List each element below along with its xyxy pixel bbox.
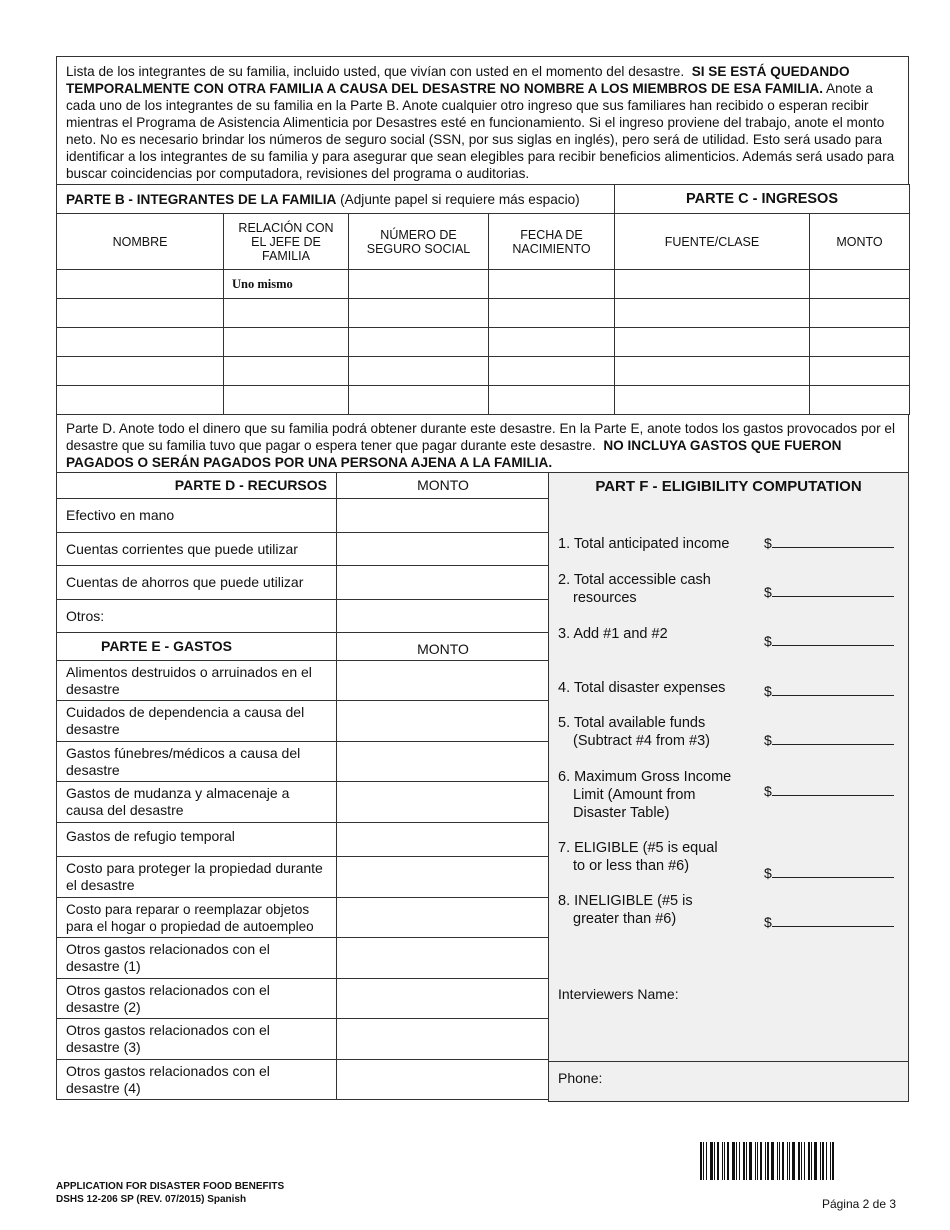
part-b-note: (Adjunte papel si requiere más espacio) xyxy=(340,191,580,207)
expense-amount-field[interactable] xyxy=(337,782,550,823)
barcode-bar xyxy=(703,1142,704,1180)
barcode-bar xyxy=(706,1142,707,1180)
barcode-bar xyxy=(814,1142,817,1180)
relation-field: Uno mismo xyxy=(224,270,349,299)
table-row xyxy=(57,386,910,415)
part-f-item-7 xyxy=(558,839,718,875)
name-field[interactable] xyxy=(57,357,224,386)
part-c-title: PARTE C - INGRESOS xyxy=(615,185,910,214)
part-f-field-3[interactable] xyxy=(764,633,894,649)
table-row xyxy=(57,1019,550,1060)
part-b-header xyxy=(57,185,615,214)
income-source-field[interactable] xyxy=(615,270,810,299)
dob-field[interactable] xyxy=(489,299,615,328)
income-amount-field[interactable] xyxy=(810,357,910,386)
barcode-bar xyxy=(779,1142,780,1180)
form-title: APPLICATION FOR DISASTER FOOD BENEFITS xyxy=(56,1181,285,1192)
table-row xyxy=(57,782,550,823)
dollar-sign: $ xyxy=(764,783,772,799)
expense-label: Otros gastos relacionados con el desastre (2) xyxy=(57,979,337,1019)
dollar-sign: $ xyxy=(764,914,772,930)
barcode-bar xyxy=(792,1142,795,1180)
resource-label: Cuentas de ahorros que puede utilizar xyxy=(57,566,337,600)
dob-field[interactable] xyxy=(489,328,615,357)
part-d-instructions-text: Parte D. Anote todo el dinero que su familia podrá obtener durante este desastre. En la Parte E, anote todos los gastos provocados por el desastre que su familia tuvo que pagar o espera tener que pagar durante este desastre. xyxy=(66,421,895,453)
phone-label: Phone: xyxy=(558,1070,603,1086)
page-number: Página 2 de 3 xyxy=(821,1197,896,1211)
part-e-title: PARTE E - GASTOS xyxy=(57,633,337,661)
dollar-sign: $ xyxy=(764,535,772,551)
expense-amount-field[interactable] xyxy=(337,898,550,938)
table-row xyxy=(57,328,910,357)
barcode-bar xyxy=(789,1142,790,1180)
expense-label: Gastos fúnebres/médicos a causa del desastre xyxy=(57,742,337,782)
col-nombre: NOMBRE xyxy=(57,214,224,270)
part-f-title: PART F - ELIGIBILITY COMPUTATION xyxy=(595,478,862,495)
part-f-field-6[interactable] xyxy=(764,783,894,799)
col-fuente: FUENTE/CLASE xyxy=(615,214,810,270)
dollar-sign: $ xyxy=(764,633,772,649)
item-label: 7. ELIGIBLE (#5 is equal xyxy=(558,840,718,856)
barcode-bar xyxy=(820,1142,821,1180)
resource-label: Otros: xyxy=(57,600,337,633)
resource-amount-field[interactable] xyxy=(337,600,550,633)
barcode-bar xyxy=(798,1142,800,1180)
table-row xyxy=(57,270,910,299)
col-monto: MONTO xyxy=(810,214,910,270)
form-id: DSHS 12-206 SP (REV. 07/2015) Spanish xyxy=(56,1194,247,1205)
interviewer-name-field[interactable] xyxy=(548,980,909,1062)
expense-amount-field[interactable] xyxy=(337,742,550,782)
barcode-bar xyxy=(804,1142,805,1180)
item-label-cont: to or less than #6) xyxy=(573,858,690,874)
barcode-bar xyxy=(724,1142,725,1180)
ssn-field[interactable] xyxy=(349,386,489,415)
instructions-text-2: Anote a cada uno de los integrantes de su familia en la Parte B. Anote cualquier otro ingreso que sus familiares han recibido o esperan recibir mientras el Programa de Asistencia Alimenticia por Desastres esté en funcionamiento. Si el ingreso proviene del trabajo, anote el monto neto. No es necesario brindar los números de seguro social (SSN, por sus siglas en inglés), pero será de utilidad. Esto será usado para identificar a los integrantes de su familia y para asegurar que sean elegibles para recibir beneficios alimenticios. Además será usado para buscar coincidencias por computadora, revisiones del programa o auditorias. xyxy=(66,81,895,181)
expense-label: Gastos de refugio temporal xyxy=(57,823,337,857)
expense-amount-field[interactable] xyxy=(337,938,550,979)
barcode-bar xyxy=(782,1142,784,1180)
item-label: 3. Add #1 and #2 xyxy=(558,626,668,642)
part-d-title: PARTE D - RECURSOS xyxy=(57,473,337,499)
table-row xyxy=(57,299,910,328)
relation-field[interactable] xyxy=(224,328,349,357)
table-row xyxy=(57,499,550,533)
ssn-field[interactable] xyxy=(349,357,489,386)
part-f-field-1[interactable] xyxy=(764,535,894,551)
part-d-instructions xyxy=(56,415,909,473)
expense-label: Otros gastos relacionados con el desastre (4) xyxy=(57,1060,337,1100)
table-row xyxy=(57,898,550,938)
table-row xyxy=(57,857,550,898)
income-source-field[interactable] xyxy=(615,386,810,415)
barcode-bar xyxy=(722,1142,723,1180)
dob-field[interactable] xyxy=(489,386,615,415)
table-row xyxy=(57,938,550,979)
dollar-sign: $ xyxy=(764,683,772,699)
item-label: 5. Total available funds xyxy=(558,715,706,731)
barcode-bar xyxy=(765,1142,766,1180)
part-f-item-4 xyxy=(558,679,725,697)
instructions-warning: SI SE ESTÁ QUEDANDO TEMPORALMENTE CON OTRA FAMILIA A CAUSA DEL DESASTRE NO NOMBRE A LOS MIEMBROS DE ESA FAMILIA. xyxy=(66,64,850,96)
relation-field[interactable] xyxy=(224,357,349,386)
item-label-cont: greater than #6) xyxy=(573,911,677,927)
expense-amount-field[interactable] xyxy=(337,661,550,701)
item-label: 4. Total disaster expenses xyxy=(558,680,726,696)
part-f-item-8 xyxy=(558,892,693,928)
expense-amount-field[interactable] xyxy=(337,1019,550,1060)
resource-amount-field[interactable] xyxy=(337,499,550,533)
barcode-bar xyxy=(727,1142,729,1180)
dob-field[interactable] xyxy=(489,357,615,386)
ssn-field[interactable] xyxy=(349,299,489,328)
expense-label: Otros gastos relacionados con el desastre (3) xyxy=(57,1019,337,1060)
expense-amount-field[interactable] xyxy=(337,857,550,898)
table-row xyxy=(57,357,910,386)
barcode-bar xyxy=(732,1142,735,1180)
ssn-field[interactable] xyxy=(349,328,489,357)
col-fecha: FECHA DE NACIMIENTO xyxy=(489,214,615,270)
table-row xyxy=(57,600,550,633)
part-f-field-2[interactable] xyxy=(764,584,894,600)
item-label: 6. Maximum Gross Income xyxy=(558,769,732,785)
part-b-title: PARTE B - INTEGRANTES DE LA FAMILIA xyxy=(66,191,337,207)
table-row xyxy=(57,661,550,701)
income-amount-field[interactable] xyxy=(810,386,910,415)
barcode-bar xyxy=(714,1142,715,1180)
barcode-bar xyxy=(749,1142,752,1180)
income-source-field[interactable] xyxy=(615,357,810,386)
expense-label: Alimentos destruidos o arruinados en el desastre xyxy=(57,661,337,701)
barcode-bar xyxy=(787,1142,788,1180)
item-label-cont: Limit (Amount from xyxy=(573,787,696,803)
barcode-bar xyxy=(700,1142,702,1180)
expense-amount-field[interactable] xyxy=(337,979,550,1019)
dollar-sign: $ xyxy=(764,865,772,881)
barcode-bar xyxy=(739,1142,740,1180)
expense-label: Costo para proteger la propiedad durante el desastre xyxy=(57,857,337,898)
income-amount-field[interactable] xyxy=(810,328,910,357)
barcode-bar xyxy=(832,1142,834,1180)
expense-label: Costo para reparar o reemplazar objetos para el hogar o propiedad de autoempleo xyxy=(57,898,337,938)
name-field[interactable] xyxy=(57,328,224,357)
resource-label: Cuentas corrientes que puede utilizar xyxy=(57,533,337,566)
barcode-bar xyxy=(777,1142,778,1180)
income-source-field[interactable] xyxy=(615,328,810,357)
barcode-bar xyxy=(767,1142,769,1180)
barcode-bar xyxy=(830,1142,831,1180)
expense-amount-field[interactable] xyxy=(337,701,550,742)
barcode-bar xyxy=(826,1142,827,1180)
table-row xyxy=(57,979,550,1019)
dob-field[interactable] xyxy=(489,270,615,299)
part-f-item-1 xyxy=(558,535,729,553)
table-row xyxy=(57,566,550,600)
barcode-bar xyxy=(755,1142,756,1180)
table-row xyxy=(57,701,550,742)
part-f-field-7[interactable] xyxy=(764,865,894,881)
barcode-bar xyxy=(801,1142,802,1180)
barcode-bar xyxy=(710,1142,713,1180)
expense-label: Otros gastos relacionados con el desastre (1) xyxy=(57,938,337,979)
expense-amount-field[interactable] xyxy=(337,823,550,857)
barcode-bar xyxy=(736,1142,737,1180)
barcode-bar xyxy=(757,1142,758,1180)
dollar-sign: $ xyxy=(764,732,772,748)
name-field[interactable] xyxy=(57,299,224,328)
name-field[interactable] xyxy=(57,270,224,299)
instructions-block xyxy=(56,56,909,185)
table-row xyxy=(57,1060,550,1100)
form-footer xyxy=(56,1180,284,1206)
table-row xyxy=(57,533,550,566)
part-f-field-4[interactable] xyxy=(764,683,894,699)
phone-field[interactable] xyxy=(548,1061,909,1102)
relation-field[interactable] xyxy=(224,299,349,328)
barcode xyxy=(700,1142,860,1180)
interviewer-label: Interviewers Name: xyxy=(558,986,679,1002)
barcode-bar xyxy=(746,1142,747,1180)
part-d-warning: NO INCLUYA GASTOS QUE FUERON PAGADOS O SERÁN PAGADOS POR UNA PERSONA AJENA A LA FAMILIA. xyxy=(66,438,842,470)
name-field[interactable] xyxy=(57,386,224,415)
part-d-amount-header: MONTO xyxy=(337,473,550,499)
income-source-field[interactable] xyxy=(615,299,810,328)
barcode-bar xyxy=(811,1142,812,1180)
expense-label: Cuidados de dependencia a causa del desastre xyxy=(57,701,337,742)
item-label: 1. Total anticipated income xyxy=(558,536,730,552)
item-label-cont: resources xyxy=(573,590,637,606)
item-label: 2. Total accessible cash xyxy=(558,572,711,588)
relation-field[interactable] xyxy=(224,386,349,415)
table-row xyxy=(57,742,550,782)
resource-label: Efectivo en mano xyxy=(57,499,337,533)
barcode-bar xyxy=(771,1142,774,1180)
dollar-sign: $ xyxy=(764,584,772,600)
part-f-field-8[interactable] xyxy=(764,914,894,930)
col-relacion: RELACIÓN CON EL JEFE DE FAMILIA xyxy=(224,214,349,270)
barcode-bar xyxy=(808,1142,810,1180)
part-f-item-5 xyxy=(558,714,710,750)
item-label: 8. INELIGIBLE (#5 is xyxy=(558,893,693,909)
part-f-item-6 xyxy=(558,768,731,822)
barcode-bar xyxy=(717,1142,719,1180)
part-f-panel xyxy=(548,472,909,981)
barcode-bar xyxy=(760,1142,762,1180)
income-amount-field[interactable] xyxy=(810,270,910,299)
part-f-field-5[interactable] xyxy=(764,732,894,748)
resource-amount-field[interactable] xyxy=(337,533,550,566)
household-income-table xyxy=(56,184,910,415)
part-f-item-2 xyxy=(558,571,711,607)
barcode-bar xyxy=(743,1142,745,1180)
item-label-cont: (Subtract #4 from #3) xyxy=(573,733,710,749)
ssn-field[interactable] xyxy=(349,270,489,299)
part-e-amount-header: MONTO xyxy=(337,633,550,661)
item-label-cont: Disaster Table) xyxy=(573,805,670,821)
expense-label: Gastos de mudanza y almacenaje a causa del desastre xyxy=(57,782,337,823)
col-ssn: NÚMERO DE SEGURO SOCIAL xyxy=(349,214,489,270)
resources-expenses-table xyxy=(56,472,550,1100)
barcode-bar xyxy=(822,1142,824,1180)
part-f-item-3 xyxy=(558,625,668,643)
income-amount-field[interactable] xyxy=(810,299,910,328)
resource-amount-field[interactable] xyxy=(337,566,550,600)
table-row xyxy=(57,823,550,857)
expense-amount-field[interactable] xyxy=(337,1060,550,1100)
instructions-text: Lista de los integrantes de su familia, incluido usted, que vivían con usted en el momento del desastre. xyxy=(66,64,685,79)
